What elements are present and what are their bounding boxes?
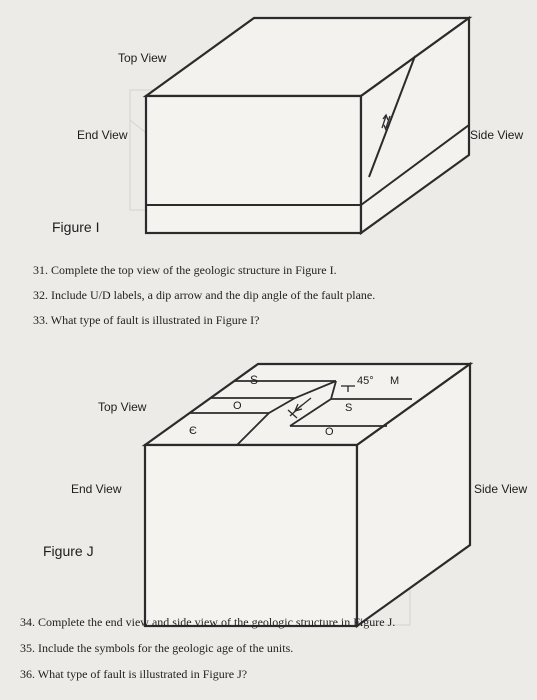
figure-j-end-view-label: End View bbox=[71, 482, 122, 496]
figure-i-caption: Figure I bbox=[52, 219, 100, 235]
top-symbol-ordovician-2: O bbox=[325, 426, 334, 438]
top-symbol-m: M bbox=[390, 375, 400, 387]
question-36: 36. What type of fault is illustrated in Figure J? bbox=[20, 667, 248, 681]
top-symbol-silurian-2: S bbox=[345, 402, 353, 414]
question-33: 33. What type of fault is illustrated in Figure I? bbox=[33, 313, 260, 327]
question-31: 31. Complete the top view of the geologic structure in Figure I. bbox=[33, 263, 337, 277]
question-35: 35. Include the symbols for the geologic age of the units. bbox=[20, 641, 294, 655]
top-symbol-silurian: S bbox=[250, 373, 259, 387]
figure-i-end-view-label: End View bbox=[77, 128, 128, 142]
top-symbol-ordovician-1: O bbox=[233, 400, 242, 412]
question-34: 34. Complete the end view and side view of the geologic structure in Figure J. bbox=[20, 615, 396, 629]
figure-j-side-view-label: Side View bbox=[474, 482, 528, 496]
figure-i-top-view-label: Top View bbox=[118, 51, 167, 65]
figure-i-side-view-label: Side View bbox=[470, 128, 524, 142]
figure-j-top-view-label: Top View bbox=[98, 400, 147, 414]
figure-j-front-face bbox=[145, 445, 357, 626]
top-symbol-dip-angle: 45° bbox=[357, 375, 374, 387]
figure-j-caption: Figure J bbox=[43, 543, 94, 559]
top-symbol-cambrian: Є bbox=[189, 425, 197, 437]
question-32: 32. Include U/D labels, a dip arrow and the dip angle of the fault plane. bbox=[33, 288, 376, 302]
